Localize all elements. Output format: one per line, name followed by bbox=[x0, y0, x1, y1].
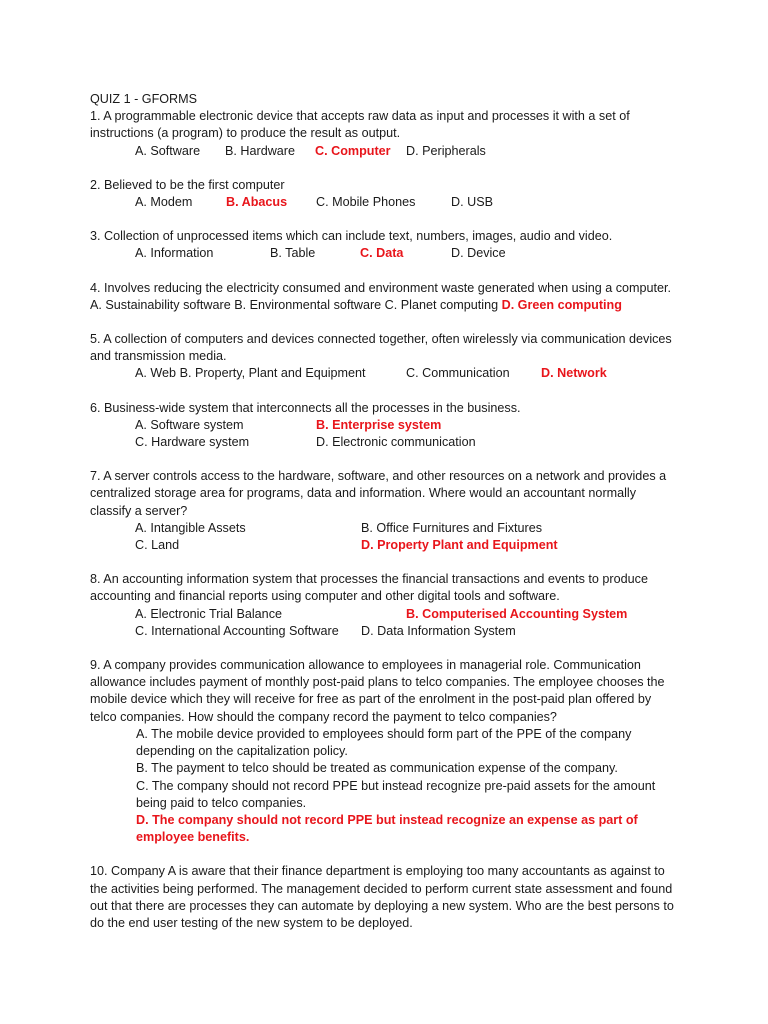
q9-option-a: A. The mobile device provided to employees should form part of the PPE of the company bbox=[136, 726, 632, 741]
q2-options bbox=[90, 194, 690, 211]
q10-text: 10. Company A is aware that their finance department is employing too many accountants as against to bbox=[90, 864, 665, 879]
q9-option-b: B. The payment to telco should be treated as communication expense of the company. bbox=[136, 761, 618, 776]
q7-text: classify a server? bbox=[90, 503, 188, 518]
q1-option-d: D. Peripherals bbox=[406, 143, 486, 158]
q8-option-c: C. International Accounting Software bbox=[135, 623, 339, 638]
q5-text: and transmission media. bbox=[90, 349, 227, 364]
q7-text: centralized storage area for programs, data and information. Where would an accountant normally bbox=[90, 486, 637, 501]
q2-text: 2. Believed to be the first computer bbox=[90, 177, 285, 192]
q5-option-ab: A. Web B. Property, Plant and Equipment bbox=[135, 366, 366, 381]
q8-options-row1 bbox=[90, 606, 690, 623]
q9-option-c-cont: being paid to telco companies. bbox=[136, 795, 307, 810]
q4-options bbox=[90, 297, 690, 314]
q7-option-d-correct: D. Property Plant and Equipment bbox=[361, 538, 558, 553]
q7-option-c: C. Land bbox=[135, 538, 180, 553]
q6-option-a: A. Software system bbox=[135, 417, 244, 432]
q1-text: instructions (a program) to produce the result as output. bbox=[90, 126, 401, 141]
q7-text: 7. A server controls access to the hardware, software, and other resources on a network and provides a bbox=[90, 469, 667, 484]
q4-text: 4. Involves reducing the electricity consumed and environment waste generated when using a computer. bbox=[90, 280, 672, 295]
q9-text: mobile device which they will receive for free as part of the enrolment in the post-paid plan offered by bbox=[90, 692, 652, 707]
q6-options-row2 bbox=[90, 434, 690, 451]
q6-text: 6. Business-wide system that interconnects all the processes in the business. bbox=[90, 400, 521, 415]
q9-text: 9. A company provides communication allowance to employees in managerial role. Communication bbox=[90, 658, 641, 673]
q9-text: allowance includes payment of monthly post-paid plans to telco companies. The employee chooses the bbox=[90, 675, 665, 690]
q2-option-c: C. Mobile Phones bbox=[316, 195, 416, 210]
q4-options-abc: A. Sustainability software B. Environmental software C. Planet computing bbox=[90, 297, 499, 312]
q3-option-c-correct: C. Data bbox=[360, 246, 404, 261]
q9-option-d-correct: D. The company should not record PPE but instead recognize an expense as part of bbox=[136, 812, 638, 827]
q3-option-b: B. Table bbox=[270, 246, 316, 261]
q3-text: 3. Collection of unprocessed items which can include text, numbers, images, audio and video. bbox=[90, 229, 613, 244]
q7-options-row2 bbox=[90, 537, 690, 554]
q2-option-d: D. USB bbox=[451, 195, 493, 210]
q1-options bbox=[90, 143, 690, 160]
q1-option-b: B. Hardware bbox=[225, 143, 295, 158]
q5-options bbox=[90, 365, 690, 382]
q9-option-c: C. The company should not record PPE but instead recognize pre-paid assets for the amount bbox=[136, 778, 656, 793]
q6-option-d: D. Electronic communication bbox=[316, 435, 476, 450]
q5-text: 5. A collection of computers and devices connected together, often wirelessly via communication devices bbox=[90, 332, 672, 347]
q6-option-c: C. Hardware system bbox=[135, 435, 250, 450]
q7-option-a: A. Intangible Assets bbox=[135, 520, 246, 535]
q8-options-row2 bbox=[90, 623, 690, 640]
quiz-document bbox=[90, 91, 690, 932]
q1-option-a: A. Software bbox=[135, 143, 201, 158]
q5-option-d-correct: D. Network bbox=[541, 366, 607, 381]
q2-option-b-correct: B. Abacus bbox=[226, 195, 288, 210]
q1-text: 1. A programmable electronic device that accepts raw data as input and processes it with a set of bbox=[90, 109, 630, 124]
q6-options-row1 bbox=[90, 417, 690, 434]
q5-option-c: C. Communication bbox=[406, 366, 510, 381]
q7-options-row1 bbox=[90, 520, 690, 537]
q8-option-b-correct: B. Computerised Accounting System bbox=[406, 606, 628, 621]
q10-text: the activities being performed. The management decided to perform current state assessment and found bbox=[90, 881, 673, 896]
q9-text: telco companies. How should the company record the payment to telco companies? bbox=[90, 709, 557, 724]
q10-text: out that there are processes they can automate by deploying a new system. Who are the best persons to bbox=[90, 898, 674, 913]
q10-text: do the end user testing of the new system to be deployed. bbox=[90, 915, 413, 930]
q3-option-a: A. Information bbox=[135, 246, 214, 261]
quiz-title: QUIZ 1 - GFORMS bbox=[90, 92, 198, 106]
q2-option-a: A. Modem bbox=[135, 195, 193, 210]
q7-option-b: B. Office Furnitures and Fixtures bbox=[361, 520, 543, 535]
q8-text: accounting and financial reports using computer and other digital tools and software. bbox=[90, 589, 560, 604]
q6-option-b-correct: B. Enterprise system bbox=[316, 417, 442, 432]
q9-option-a-cont: depending on the capitalization policy. bbox=[136, 744, 348, 759]
q9-option-d-correct-cont: employee benefits. bbox=[136, 830, 250, 845]
q8-option-d: D. Data Information System bbox=[361, 623, 516, 638]
q1-option-c-correct: C. Computer bbox=[315, 143, 391, 158]
q8-text: 8. An accounting information system that processes the financial transactions and events to produce bbox=[90, 572, 648, 587]
q3-options bbox=[90, 245, 690, 262]
q3-option-d: D. Device bbox=[451, 246, 506, 261]
q8-option-a: A. Electronic Trial Balance bbox=[135, 606, 282, 621]
q4-option-d-correct: D. Green computing bbox=[501, 297, 622, 312]
